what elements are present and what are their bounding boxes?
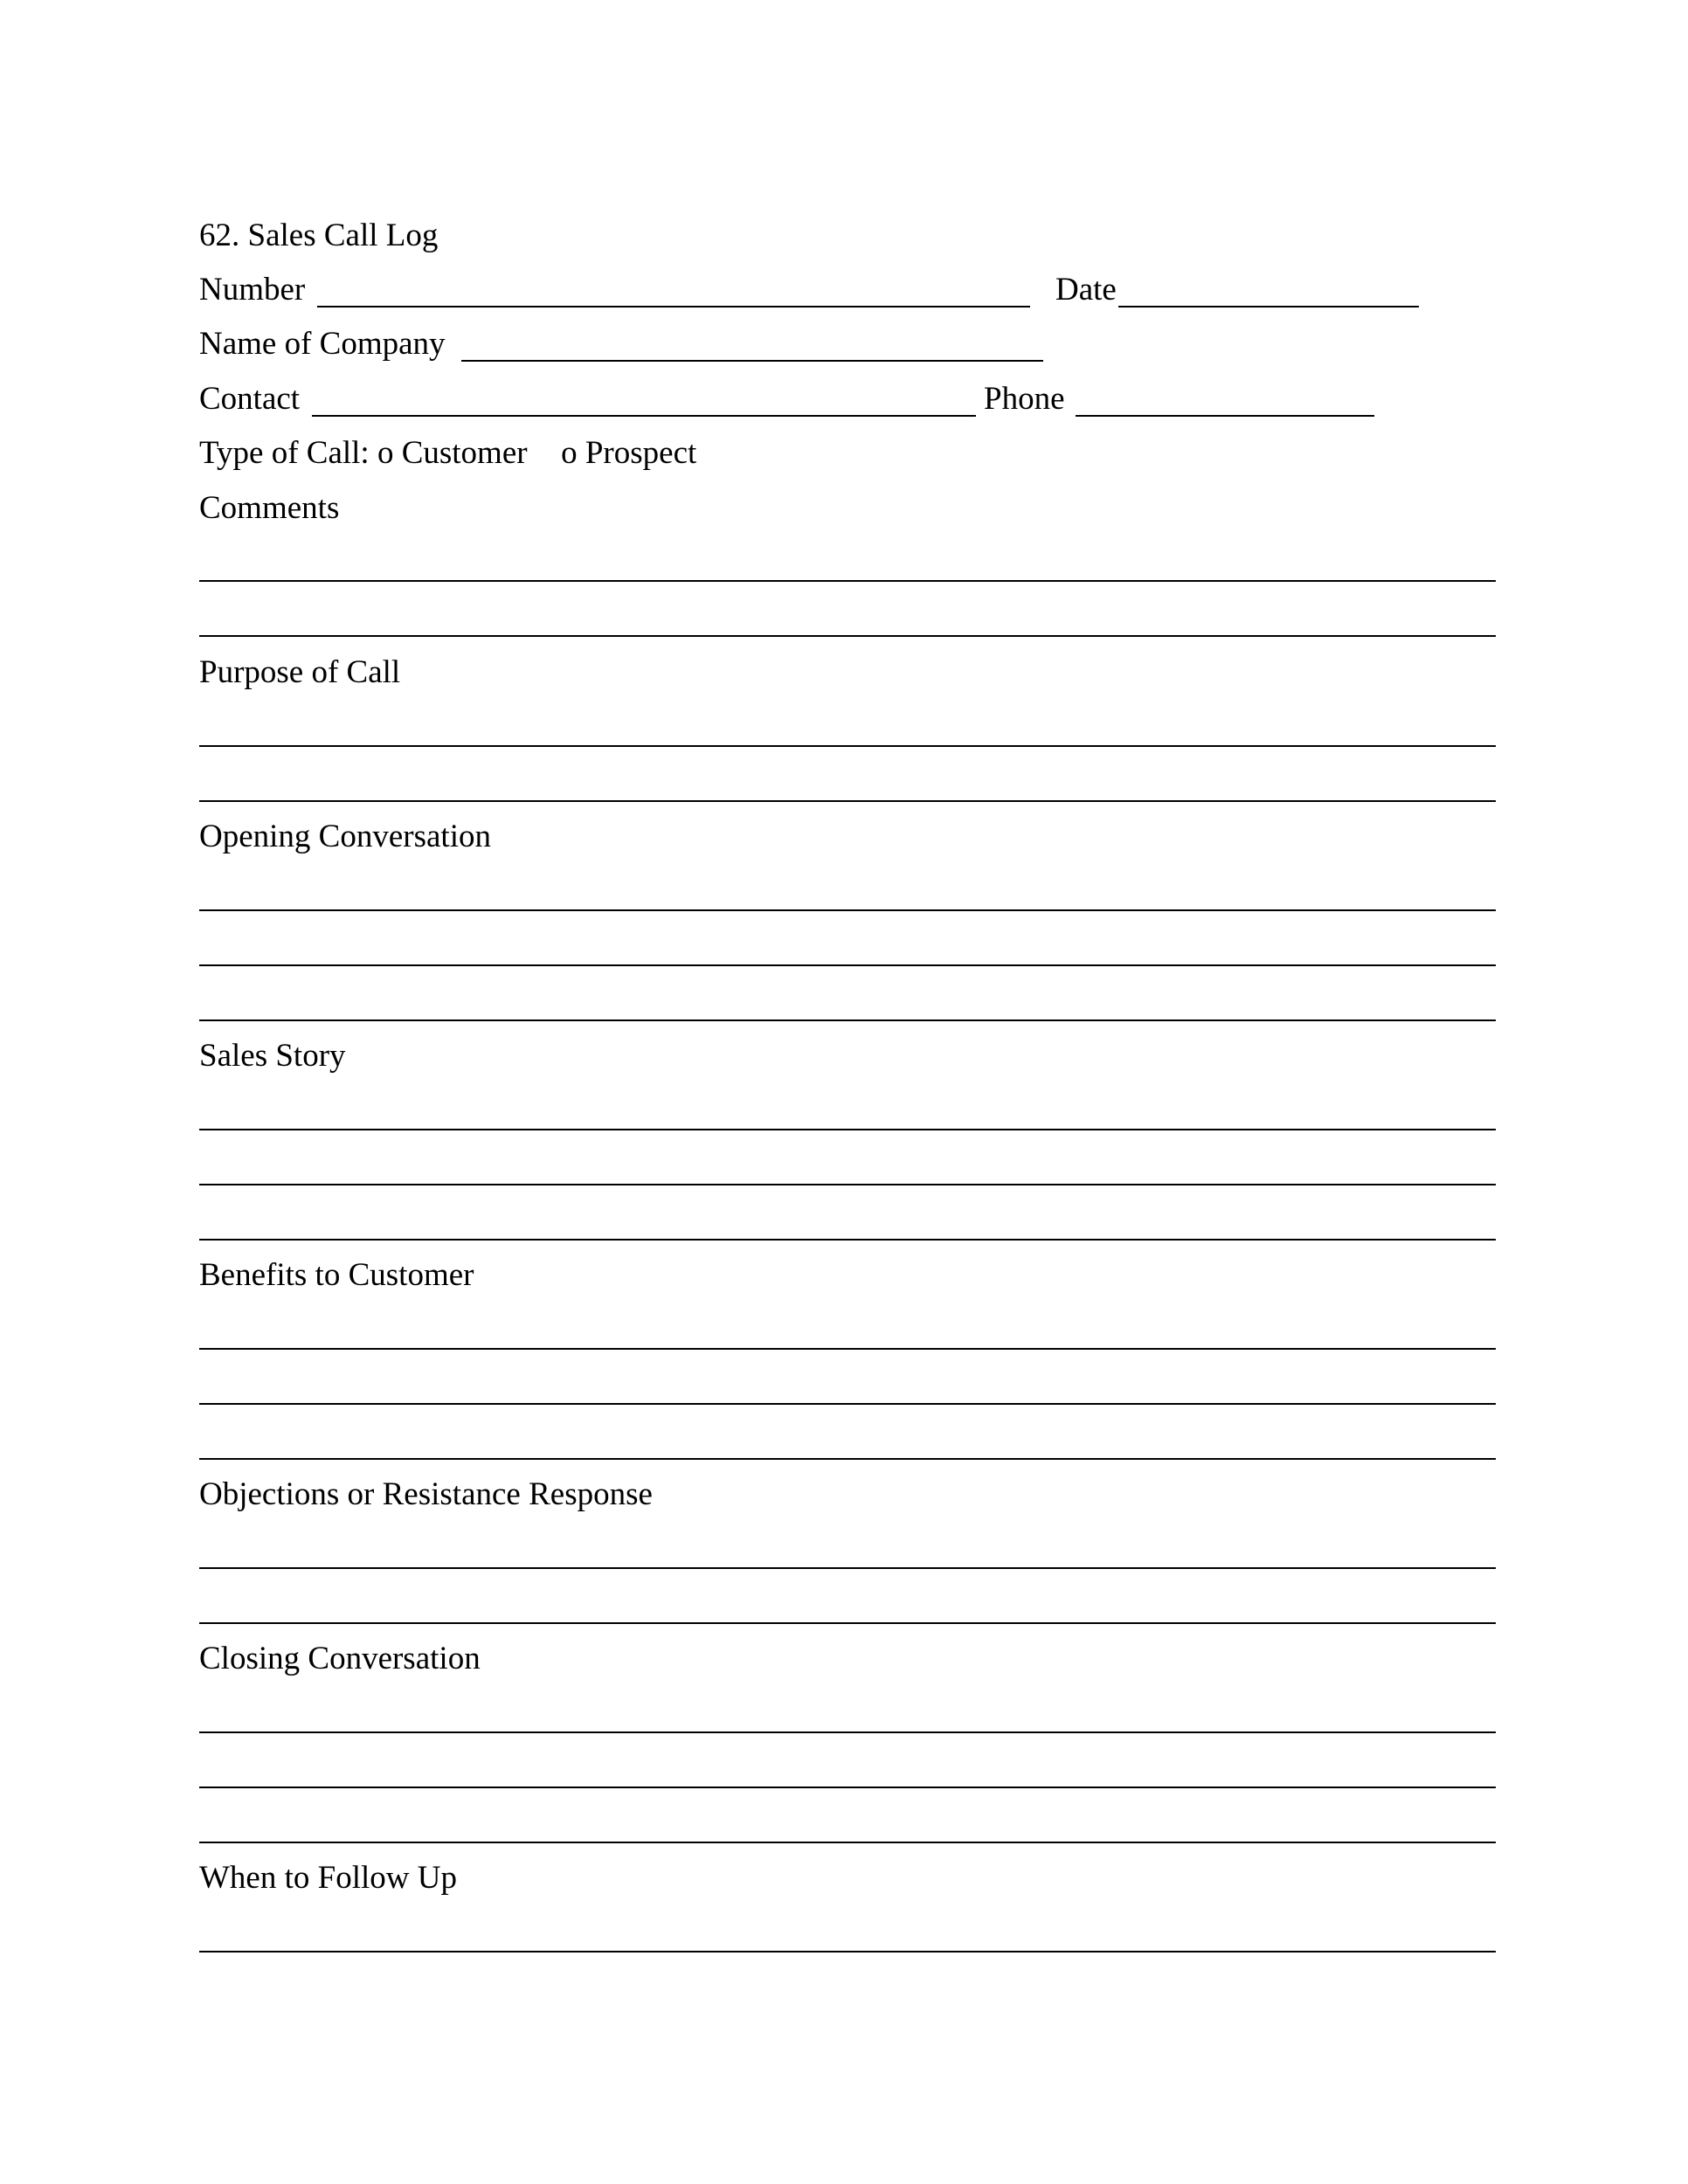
comments-label: Comments (199, 490, 340, 526)
objections-label: Objections or Resistance Response (199, 1476, 653, 1512)
number-field[interactable] (317, 306, 1030, 308)
closing-label: Closing Conversation (199, 1641, 481, 1676)
sales-story-label: Sales Story (199, 1038, 346, 1074)
number-label: Number (199, 272, 306, 308)
prospect-option-label: Prospect (585, 435, 697, 471)
comments-line[interactable] (199, 635, 1496, 637)
call-type-label: Type of Call: (199, 435, 370, 471)
purpose-line[interactable] (199, 800, 1496, 802)
benefits-line[interactable] (199, 1348, 1496, 1350)
closing-line[interactable] (199, 1787, 1496, 1788)
sales-story-line[interactable] (199, 1129, 1496, 1130)
date-field[interactable] (1118, 306, 1419, 308)
contact-label: Contact (199, 381, 301, 417)
comments-line[interactable] (199, 580, 1496, 582)
benefits-line[interactable] (199, 1403, 1496, 1405)
benefits-line[interactable] (199, 1458, 1496, 1460)
objections-line[interactable] (199, 1622, 1496, 1624)
opening-label: Opening Conversation (199, 819, 491, 854)
customer-option-label: Customer (401, 435, 528, 471)
call-type-row (199, 436, 696, 471)
closing-line[interactable] (199, 1731, 1496, 1733)
company-field[interactable] (461, 360, 1043, 362)
opening-line[interactable] (199, 909, 1496, 911)
purpose-label: Purpose of Call (199, 654, 401, 690)
date-label: Date (1055, 272, 1117, 308)
company-label: Name of Company (199, 326, 446, 362)
sales-story-line[interactable] (199, 1239, 1496, 1241)
form-title: 62. Sales Call Log (199, 218, 439, 253)
opening-line[interactable] (199, 964, 1496, 966)
phone-label: Phone (984, 381, 1065, 417)
sales-story-line[interactable] (199, 1184, 1496, 1185)
prospect-radio[interactable]: o (561, 435, 578, 471)
purpose-line[interactable] (199, 745, 1496, 747)
closing-line[interactable] (199, 1842, 1496, 1843)
phone-field[interactable] (1076, 415, 1374, 417)
customer-radio[interactable]: o (377, 435, 394, 471)
follow-up-label: When to Follow Up (199, 1860, 457, 1896)
objections-line[interactable] (199, 1567, 1496, 1569)
benefits-label: Benefits to Customer (199, 1257, 474, 1293)
contact-field[interactable] (312, 415, 976, 417)
follow-up-line[interactable] (199, 1951, 1496, 1952)
opening-line[interactable] (199, 1019, 1496, 1021)
